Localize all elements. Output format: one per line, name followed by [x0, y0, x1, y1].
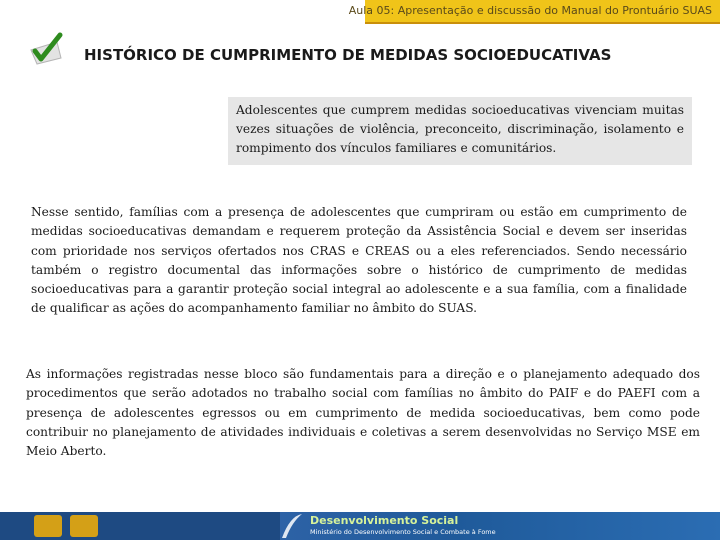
partner-logo — [70, 515, 98, 537]
checkmark-icon — [27, 30, 65, 68]
suas-logo — [34, 515, 62, 537]
course-banner-text: Aula 05: Apresentação e discussão do Manual do Prontuário SUAS — [348, 4, 712, 17]
highlight-box: Adolescentes que cumprem medidas socioeducativas vivenciam muitas vezes situações de violência, preconceito, discriminação, isolamento e rompimento dos vínculos familiares e comunitários. — [228, 97, 692, 165]
page-title: HISTÓRICO DE CUMPRIMENTO DE MEDIDAS SOCIOEDUCATIVAS — [84, 46, 612, 64]
ministry-subtitle: Ministério do Desenvolvimento Social e Combate à Fome — [310, 528, 496, 536]
ministry-title: Desenvolvimento Social — [310, 514, 459, 527]
body-paragraph-1: Nesse sentido, famílias com a presença de adolescentes que cumpriram ou estão em cumprimento de medidas socioeducativas demandam e requerem proteção da Assistência Social e devem ser inseridas com prioridade nos serviços ofertados nos CRAS e CREAS ou a eles referenciados. Sendo necessário também o registro documental das informações sobre o histórico de cumprimento de medidas socioeducativas para a garantir proteção social integral ao adolescente e a sua família, com a finalidade de qualificar as ações do acompanhamento familiar no âmbito do SUAS. — [31, 205, 687, 316]
body-paragraph-2: As informações registradas nesse bloco são fundamentais para a direção e o planejamento adequado dos procedimentos que serão adotados no trabalho social com famílias no âmbito do PAIF e do PAEFI com a presença de adolescentes egressos ou em cumprimento de medida socioeducativas, bem como pode contribuir no planejamento de atividades individuais e coletivas a serem desenvolvidas no Serviço MSE em Meio Aberto. — [26, 367, 700, 459]
course-banner — [348, 0, 720, 24]
ministry-swoosh-icon — [280, 512, 304, 540]
